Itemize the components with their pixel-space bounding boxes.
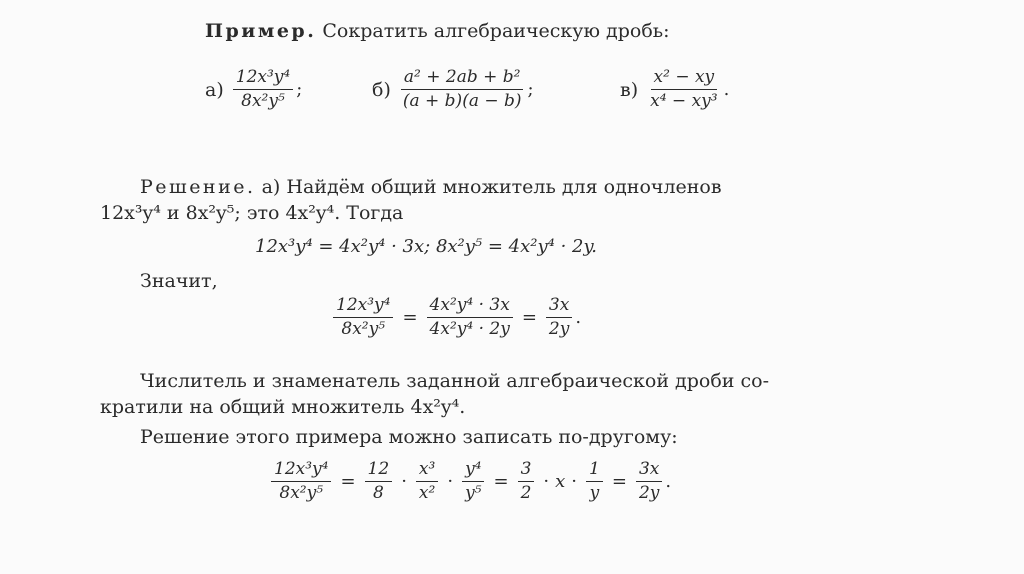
eq2-f6-denominator: y	[589, 483, 600, 503]
eq2-f3-denominator: x²	[418, 483, 436, 503]
item-a-end: ;	[296, 79, 303, 100]
eq1-f2-denominator: 4x²y⁴ · 2y	[429, 319, 510, 339]
eq1-fraction-2	[427, 296, 513, 339]
paragraph-1-line-2: кратили на общий множитель 4x²y⁴.	[100, 396, 466, 418]
item-a-numerator: 12x³y⁴	[233, 68, 293, 90]
eq1-f1-denominator: 8x²y⁵	[341, 319, 386, 339]
example-item-a	[205, 68, 302, 111]
eq2-fraction-5	[518, 460, 535, 503]
example-item-c	[620, 68, 729, 111]
example-item-b	[372, 68, 534, 111]
item-c-end: .	[723, 79, 730, 100]
eq2-f7-numerator: 3x	[636, 460, 662, 482]
item-c-denominator: x⁴ − xy³	[650, 91, 718, 111]
eq1-fraction-3	[546, 296, 572, 339]
eq2-f4-denominator: y⁵	[465, 483, 482, 503]
eq2-fraction-6	[586, 460, 603, 503]
eq1-f1-numerator: 12x³y⁴	[333, 296, 393, 318]
item-c-numerator: x² − xy	[651, 68, 718, 90]
item-b-fraction	[400, 68, 525, 111]
znachit-text: Значит,	[140, 270, 218, 292]
eq2-f6-numerator: 1	[586, 460, 603, 482]
eq2-f5-denominator: 2	[520, 483, 532, 503]
eq1-fraction-1	[333, 296, 393, 339]
item-a-denominator: 8x²y⁵	[241, 91, 285, 111]
paragraph-1-line-1: Числитель и знаменатель заданной алгебраической дроби со-	[140, 370, 769, 392]
equation-2	[268, 460, 671, 503]
eq2-equals-2: =	[493, 471, 509, 492]
eq2-equals-1: =	[340, 471, 356, 492]
item-c-fraction	[647, 68, 720, 111]
eq2-f7-denominator: 2y	[638, 483, 660, 503]
eq1-equals-2: =	[521, 307, 537, 328]
eq2-end: .	[665, 471, 672, 492]
solution-line-2: 12x³y⁴ и 8x²y⁵; это 4x²y⁴. Тогда	[100, 202, 404, 224]
eq2-f2-denominator: 8	[372, 483, 384, 503]
example-task: Сократить алгебраическую дробь:	[322, 20, 670, 42]
eq2-f3-numerator: x³	[416, 460, 438, 482]
eq2-fraction-7	[636, 460, 662, 503]
eq2-dot-3: ·	[543, 471, 550, 492]
solution-heading: Решение.	[140, 176, 256, 198]
eq2-equals-3: =	[611, 471, 627, 492]
eq2-f1-denominator: 8x²y⁵	[279, 483, 324, 503]
item-b-end: ;	[527, 79, 534, 100]
eq2-fraction-1	[271, 460, 331, 503]
eq2-dot-2: ·	[447, 471, 454, 492]
item-b-denominator: (a + b)(a − b)	[402, 91, 522, 111]
eq1-f3-numerator: 3x	[546, 296, 572, 318]
eq2-fraction-4	[462, 460, 484, 503]
eq1-f2-numerator: 4x²y⁴ · 3x	[427, 296, 513, 318]
paragraph-2: Решение этого примера можно записать по-другому:	[140, 426, 678, 448]
eq2-dot-1: ·	[401, 471, 407, 492]
item-b-label: б)	[372, 78, 391, 101]
item-c-label: в)	[620, 78, 639, 101]
equation-1	[330, 296, 581, 339]
eq2-fraction-3	[416, 460, 438, 503]
eq1-end: .	[575, 307, 582, 328]
formula-decomposition: 12x³y⁴ = 4x²y⁴ · 3x; 8x²y⁵ = 4x²y⁴ · 2y.	[255, 236, 597, 257]
eq2-f1-numerator: 12x³y⁴	[271, 460, 331, 482]
eq2-x: x	[555, 471, 566, 492]
item-a-label: а)	[205, 78, 224, 101]
example-heading-line	[205, 20, 670, 42]
example-heading: Пример.	[205, 20, 317, 42]
solution-text-1: а) Найдём общий множитель для одночленов	[261, 176, 722, 198]
eq2-dot-4: ·	[571, 471, 578, 492]
eq2-f2-numerator: 12	[365, 460, 393, 482]
eq2-f4-numerator: y⁴	[462, 460, 484, 482]
item-b-numerator: a² + 2ab + b²	[401, 68, 524, 90]
solution-line-1	[140, 176, 722, 198]
eq2-fraction-2	[365, 460, 393, 503]
eq1-equals-1: =	[402, 307, 418, 328]
eq1-f3-denominator: 2y	[548, 319, 570, 339]
eq2-f5-numerator: 3	[518, 460, 535, 482]
item-a-fraction	[233, 68, 293, 111]
